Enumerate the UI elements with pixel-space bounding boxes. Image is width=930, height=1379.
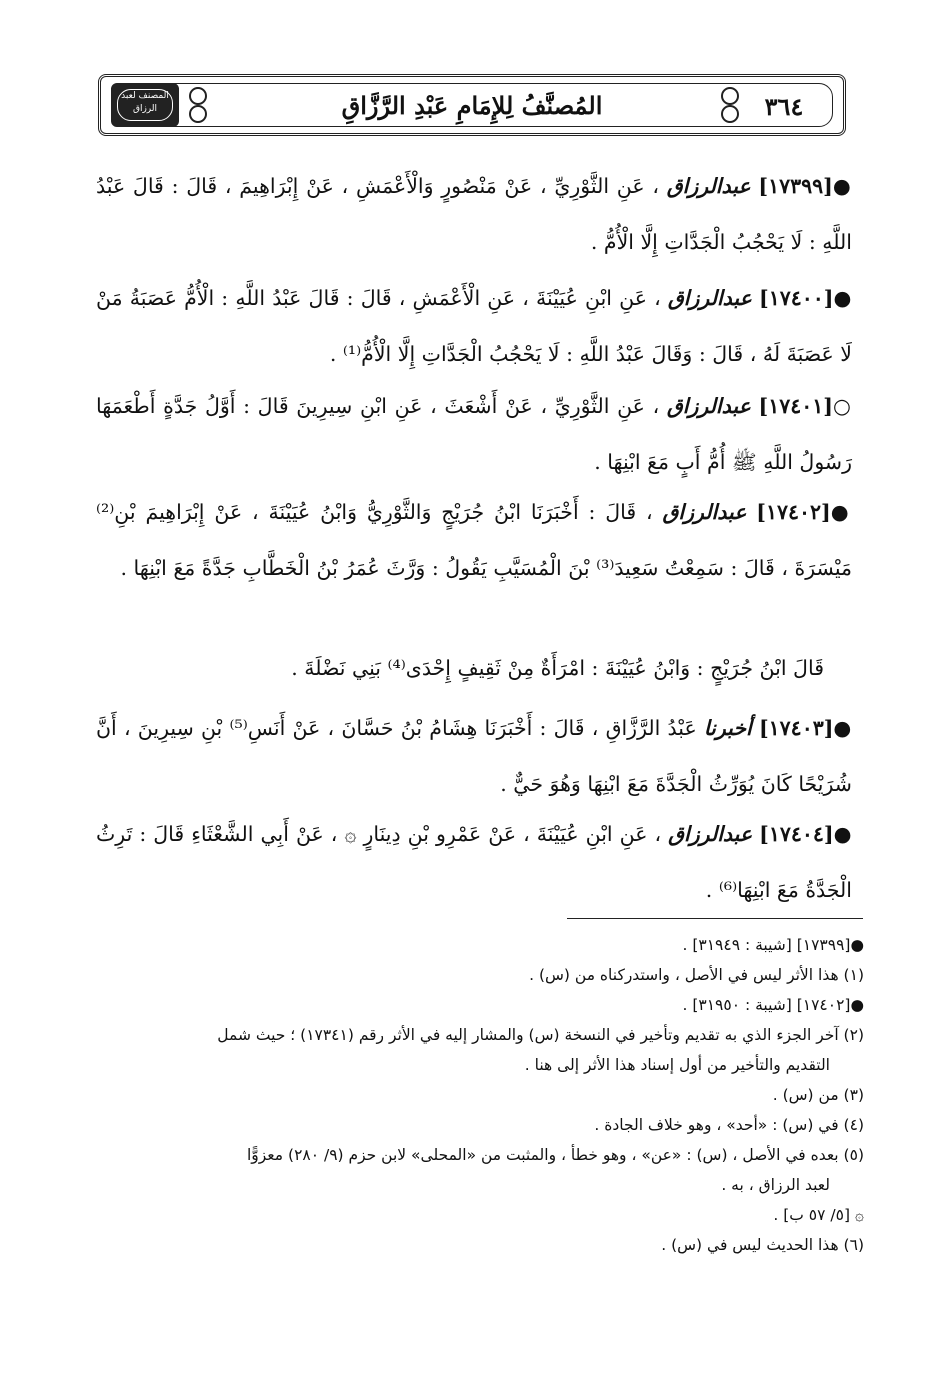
footnote: (١) هذا الأثر ليس في الأصل ، واستدركناه من (س) . bbox=[529, 966, 864, 984]
footnote: (٥) بعده في الأصل ، (س) : «عن» ، وهو خطأ ، والمثبت من «المحلى» لابن حزم (٩/ ٢٨٠) معزوًّا bbox=[246, 1146, 864, 1164]
entry-number: [١٧٤٠٣] bbox=[758, 716, 834, 740]
footnote-reference: ●[١٧٤٠٢] [شيبة : ٣١٩٥٠] . bbox=[682, 996, 864, 1014]
footnote: (٤) في (س) : «أحد» ، وهو خلاف الجادة . bbox=[594, 1116, 864, 1134]
page-header bbox=[98, 74, 846, 136]
entry-source: عبدالرزاق bbox=[667, 286, 752, 310]
footnote: (٢) آخر الجزء الذي به تقديم وتأخير في النسخة (س) والمشار إليه في الأثر رقم (١٧٣٤١) ؛ حيث شمل bbox=[217, 1026, 864, 1044]
book-title: المُصنَّفُ لِلإِمَامِ عَبْدِ الرَّزَّاقِ bbox=[341, 91, 603, 120]
footnote-divider bbox=[567, 918, 863, 919]
hadith-entry-17402 bbox=[96, 484, 852, 596]
entry-marker: ● bbox=[833, 716, 852, 740]
entry-text: عَبْدُ الرَّزَّاقِ ، قَالَ : أَخْبَرَنَا هِشَامُ بْنُ حَسَّانَ ، عَنْ أَنَسِ⁽⁵⁾ بْنِ سِيرِينَ ، أَنَّ شُرَيْحًا كَانَ يُوَرِّثُ الْجَدَّةَ مَعَ ابْنِهَا وَهُوَ حَيٌّ . bbox=[96, 716, 852, 796]
footnote: (٣) من (س) . bbox=[772, 1086, 864, 1104]
footnotes bbox=[96, 930, 864, 1260]
seal-text: المصنف لعبد الرزاق bbox=[117, 89, 173, 121]
entry-marker: ● bbox=[833, 822, 852, 846]
entry-source: عبدالرزاق bbox=[666, 394, 751, 418]
entry-number: [١٧٤٠١] bbox=[758, 394, 833, 418]
entry-text: ، عَنِ الثَّوْرِيِّ ، عَنْ أَشْعَثَ ، عَنِ ابْنِ سِيرِينَ قَالَ : أَوَّلُ جَدَّةٍ أَطْعَمَهَا رَسُولُ اللَّهِ ﷺ أُمُّ أَبٍ مَعَ ابْنِهَا . bbox=[96, 394, 852, 474]
page-number: ٣٦٤ bbox=[764, 92, 804, 121]
hadith-entry-17401 bbox=[96, 378, 852, 490]
entry-marker: ● bbox=[830, 500, 852, 524]
ornament-icon bbox=[185, 85, 207, 125]
footnote-reference: ●[١٧٣٩٩] [شيبة : ٣١٩٤٩] . bbox=[682, 936, 864, 954]
hadith-entry-17403 bbox=[96, 700, 852, 812]
footnote-continuation: لعبد الرزاق ، به . bbox=[721, 1176, 830, 1194]
entry-source: عبدالرزاق bbox=[668, 822, 753, 846]
entry-number: [١٧٤٠٢] bbox=[756, 500, 831, 524]
hadith-entry-17400 bbox=[96, 270, 852, 382]
entry-text: ، عَنِ ابْنِ عُيَيْنَةَ ، عَنِ الْأَعْمَشِ ، قَالَ : قَالَ عَبْدُ اللَّهِ : الْأُمُّ عَصَبَةُ مَنْ لَا عَصَبَةَ لَهُ ، قَالَ : وَقَالَ عَبْدُ اللَّهِ : لَا يَحْجُبُ الْجَدَّاتِ إِلَّا الْأُمُّ⁽¹⁾ . bbox=[96, 286, 852, 366]
entry-marker: ○ bbox=[832, 394, 852, 418]
footnote: ۞ [٥/ ٥٧ ب] . bbox=[773, 1206, 864, 1224]
entry-number: [١٧٤٠٤] bbox=[759, 822, 834, 846]
entry-marker: ● bbox=[833, 286, 852, 310]
entry-text: قَالَ ابْنُ جُرَيْجٍ : وَابْنُ عُيَيْنَةَ : امْرَأَةٌ مِنْ ثَقِيفٍ إِحْدَى⁽⁴⁾ بَنِي نَضْلَةَ . bbox=[291, 656, 824, 680]
entry-text: ، قَالَ : أَخْبَرَنَا ابْنُ جُرَيْجٍ وَالثَّوْرِيُّ وَابْنُ عُيَيْنَةَ ، عَنْ إِبْرَاهِيمَ بْنِ⁽²⁾ مَيْسَرَةَ ، قَالَ : سَمِعْتُ سَعِيدَ⁽³⁾ بْنَ الْمُسَيَّبِ يَقُولُ : وَرَّثَ عُمَرُ بْنُ الْخَطَّابِ جَدَّةً مَعَ ابْنِهَا . bbox=[96, 500, 852, 580]
entry-marker: ● bbox=[832, 174, 852, 198]
entry-number: [١٧٣٩٩] bbox=[758, 174, 833, 198]
hadith-entry-17399 bbox=[96, 158, 852, 270]
footnote: (٦) هذا الحديث ليس في (س) . bbox=[661, 1236, 864, 1254]
hadith-continuation bbox=[96, 640, 852, 696]
book-seal-logo bbox=[111, 83, 179, 127]
footnote-continuation: التقديم والتأخير من أول إسناد هذا الأثر إلى هنا . bbox=[524, 1056, 830, 1074]
entry-source: عبدالرزاق bbox=[662, 500, 747, 524]
entry-text: ، عَنِ الثَّوْرِيِّ ، عَنْ مَنْصُورٍ وَالْأَعْمَشِ ، عَنْ إِبْرَاهِيمَ ، قَالَ : قَالَ عَبْدُ اللَّهِ : لَا يَحْجُبُ الْجَدَّاتِ إِلَّا الْأُمُّ . bbox=[96, 174, 852, 254]
entry-source: عبدالرزاق bbox=[666, 174, 751, 198]
ornament-icon bbox=[717, 85, 739, 125]
entry-number: [١٧٤٠٠] bbox=[759, 286, 834, 310]
hadith-entry-17404 bbox=[96, 806, 852, 918]
entry-source: أخبرنا bbox=[703, 716, 752, 740]
entry-text: ، عَنِ ابْنِ عُيَيْنَةَ ، عَنْ عَمْرِو بْنِ دِينَارٍ ۞ ، عَنْ أَبِي الشَّعْثَاءِ قَالَ : تَرِثُ الْجَدَّةُ مَعَ ابْنِهَا⁽⁶⁾ . bbox=[96, 822, 852, 902]
